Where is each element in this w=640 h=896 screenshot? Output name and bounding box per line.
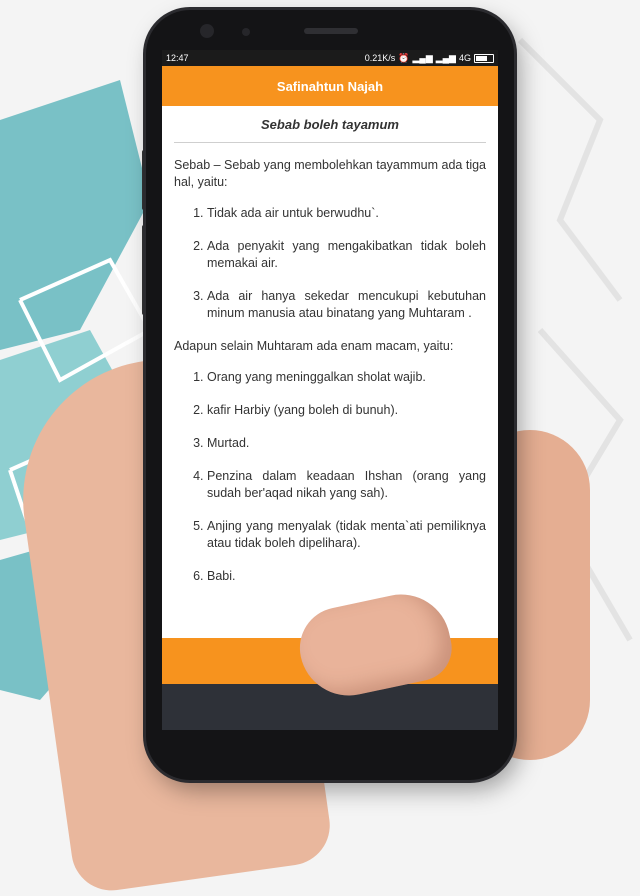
list-item: 3. Murtad.	[207, 435, 486, 452]
camera-icon	[200, 24, 214, 38]
speaker	[304, 28, 358, 34]
alarm-icon: ⏰	[398, 52, 410, 63]
list-item: 3. Ada air hanya sekedar mencukupi kebutuhan minum manusia atau binatang yang Muhtaram .	[207, 288, 486, 322]
article-intro: Sebab – Sebab yang membolehkan tayammum ada tiga hal, yaitu:	[174, 158, 486, 189]
signal-icon: ▂▄▆	[412, 52, 433, 63]
battery-icon	[474, 54, 494, 63]
list-item: 1. Orang yang meninggalkan sholat wajib.	[207, 369, 486, 386]
list-item: 4. Penzina dalam keadaan Ihshan (orang yang sudah ber'aqad nikah yang sah).	[207, 468, 486, 502]
reasons-list	[174, 205, 486, 322]
status-bar	[162, 50, 498, 66]
article-title: Sebab boleh tayamum	[174, 106, 486, 143]
list-item: 5. Anjing yang menyalak (tidak menta`ati pemiliknya atau tidak boleh dipelihara).	[207, 518, 486, 552]
article-note: Adapun selain Muhtaram ada enam macam, yaitu:	[174, 339, 454, 353]
non-muhtaram-list	[174, 369, 486, 585]
list-item: 1. Tidak ada air untuk berwudhu`.	[207, 205, 486, 222]
list-item: 2. Ada penyakit yang mengakibatkan tidak boleh memakai air.	[207, 238, 486, 272]
network-type: 4G	[458, 53, 471, 63]
app-bar	[162, 66, 498, 106]
status-time: 12:47	[166, 53, 189, 63]
list-item: 2. kafir Harbiy (yang boleh di bunuh).	[207, 402, 486, 419]
network-speed: 0.21K/s	[364, 53, 396, 63]
list-item: 6. Babi.	[207, 568, 486, 585]
article-content[interactable]	[162, 106, 498, 672]
app-title: Safinahtun Najah	[276, 78, 384, 94]
sensor	[242, 28, 250, 36]
status-indicators	[365, 53, 494, 64]
signal-icon: ▂▄▆	[435, 52, 456, 63]
